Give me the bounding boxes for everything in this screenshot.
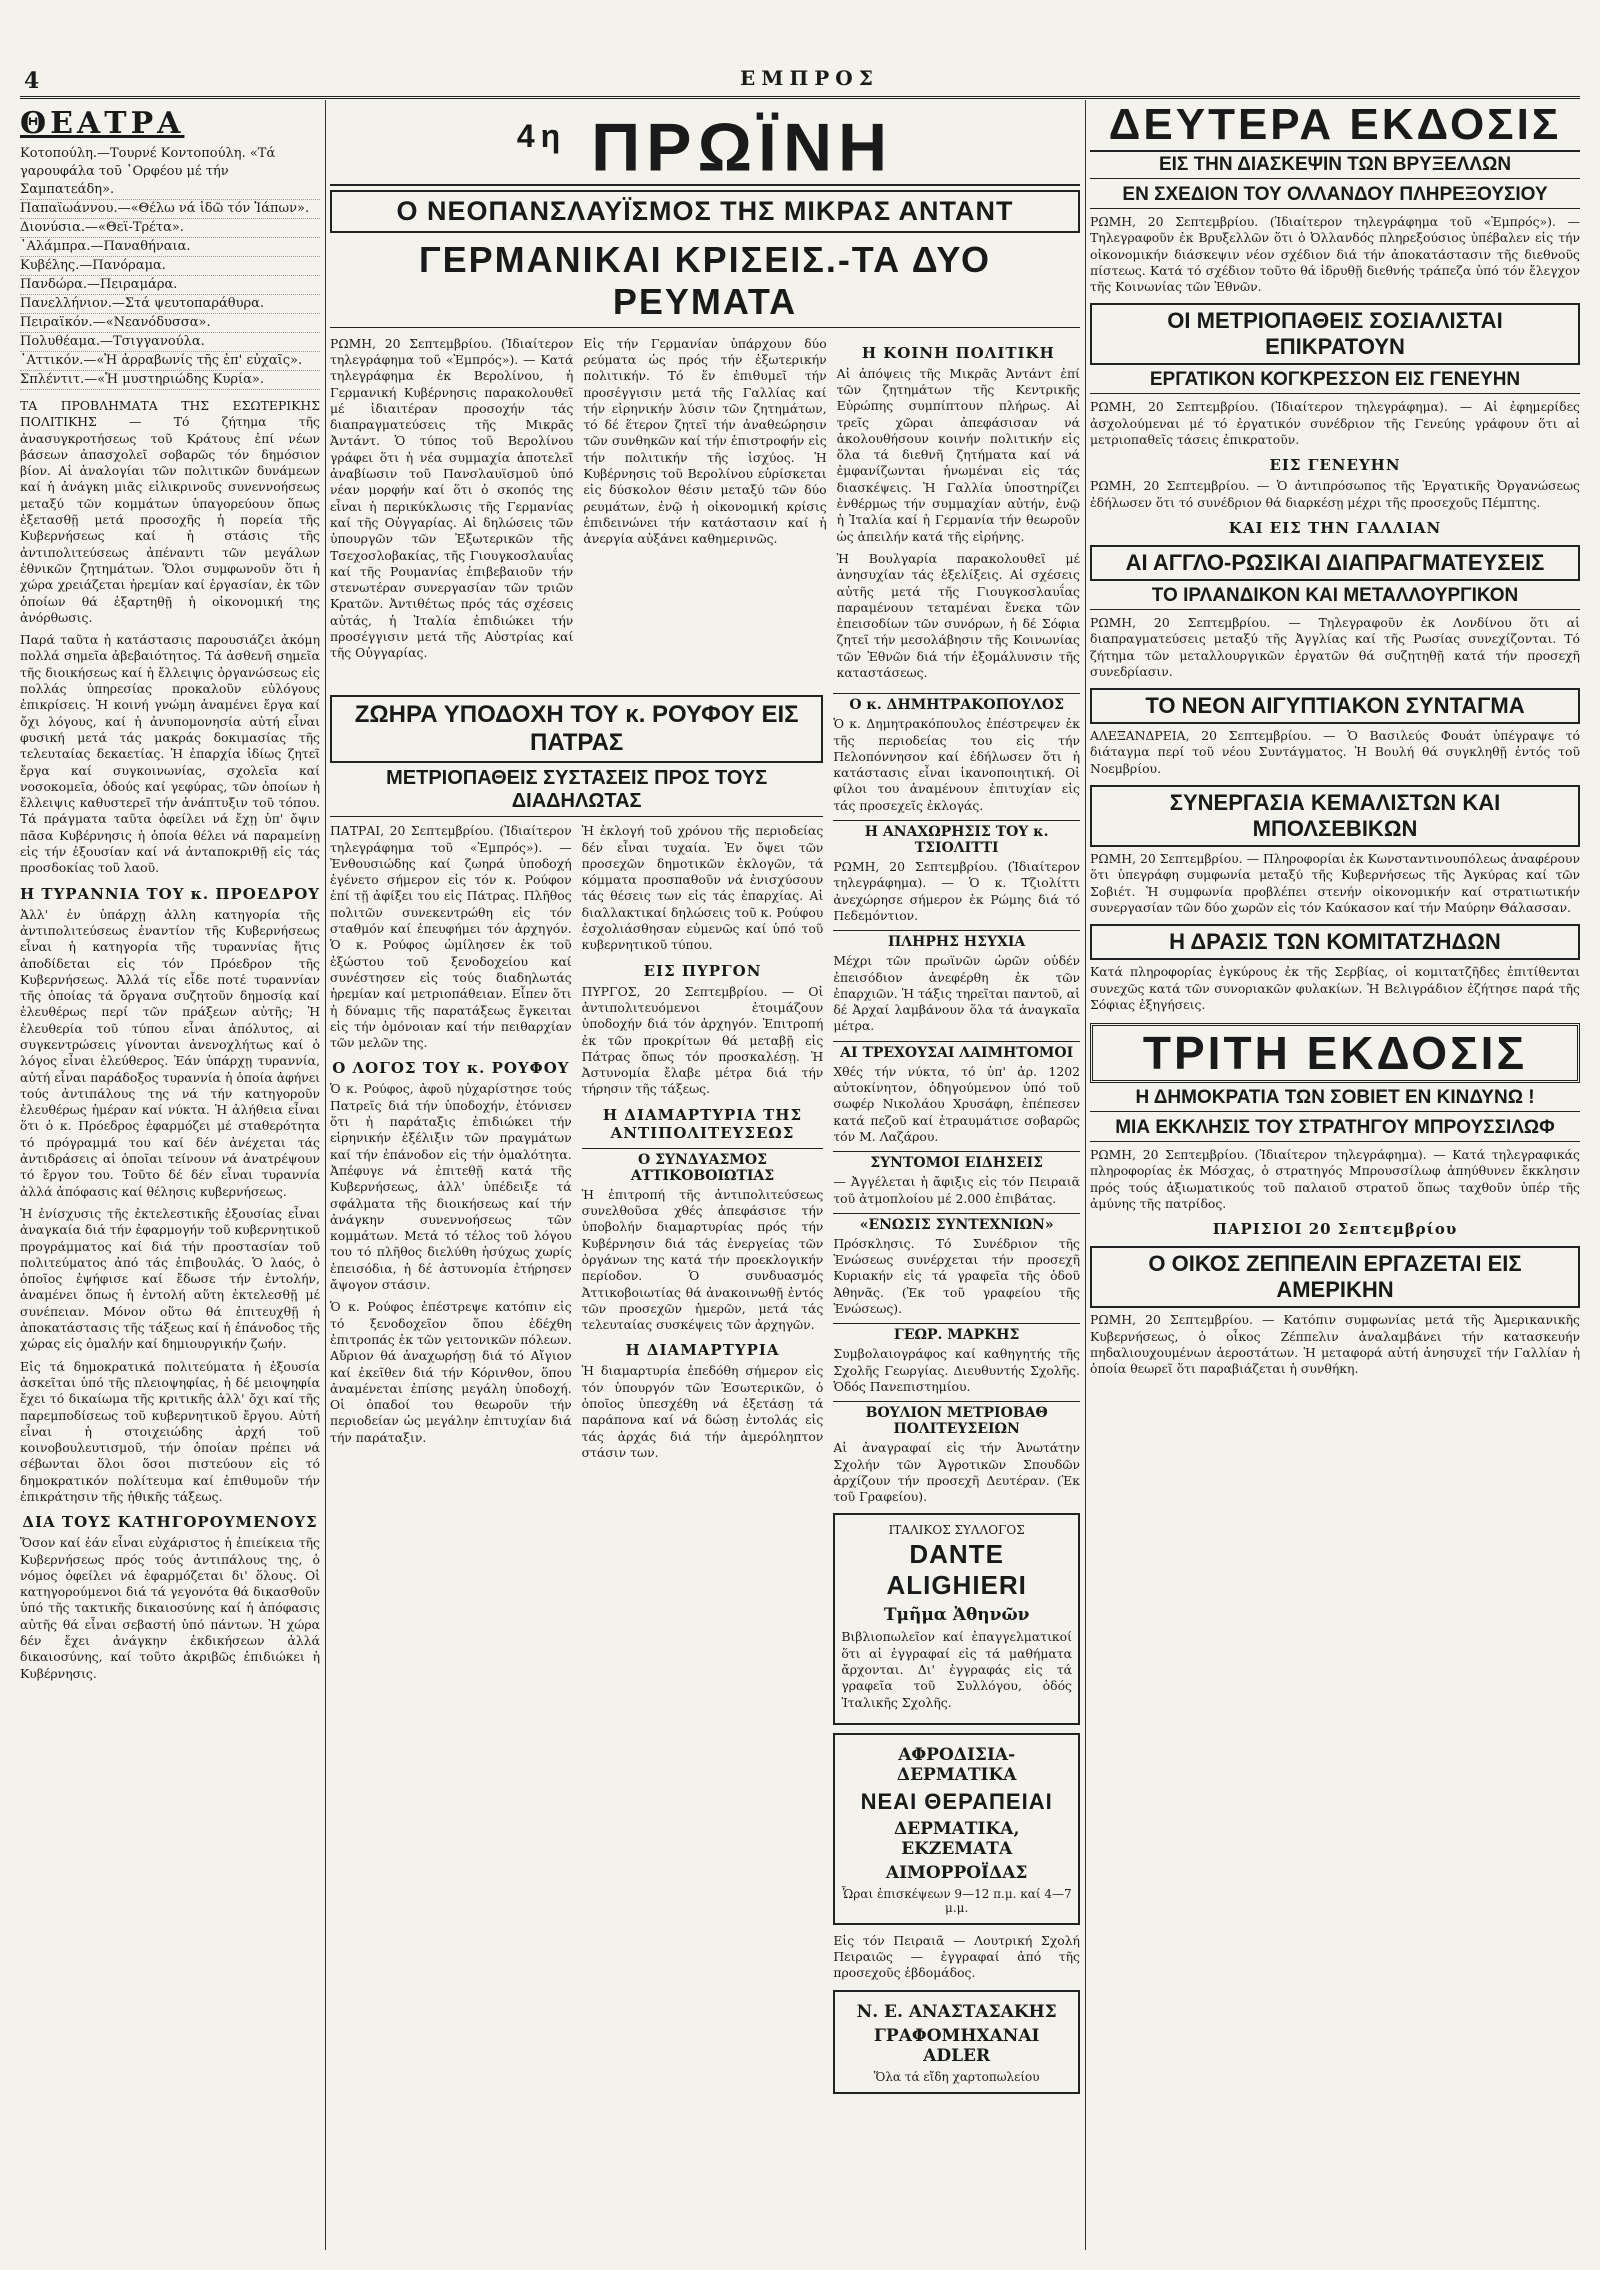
article-subhead: ΒΟΥΛΙΟΝ ΜΕΤΡΙΟΒΑΘ ΠΟΛΙΤΕΥΣΕΙΩΝ bbox=[833, 1401, 1080, 1437]
headline-rouf-sub: ΜΕΤΡΙΟΠΑΘΕΙΣ ΣΥΣΤΑΣΕΙΣ ΠΡΟΣ ΤΟΥΣ ΔΙΑΔΗΛΩΤΑΣ bbox=[330, 767, 823, 817]
article-paragraph: — Ἀγγέλεται ἡ ἄφιξις εἰς τόν Πειραιᾶ τοῦ ἀτμοπλοίου μέ 2.000 ἐπιβάτας. bbox=[833, 1174, 1080, 1206]
ad-dante bbox=[833, 1513, 1080, 1724]
left-column bbox=[20, 100, 320, 2250]
article-paragraph: Ἡ ἐπιτροπή τῆς ἀντιπολιτεύσεως συνελθοῦσα χθές ἀπεφάσισε τήν ὑποβολήν διαμαρτυρίας πρός τήν Κυβέρνησιν διά τάς ἐνεργείας τῶν ὀργάνων της κατά τήν προεκλογικήν περίοδον. Ὁ συνδυασμός Ἀττικοβοιωτίας θά ἀνακοινωθῇ ἐντός τῶν προσεχῶν ἡμερῶν, μετά τάς τελευταίας συσκέψεις τῶν ἀρχηγῶν. bbox=[581, 1186, 824, 1333]
ad-line: ΑΙΜΟΡΡΟΪΔΑΣ bbox=[885, 1862, 1028, 1883]
theatre-item: Παπαϊωάννου.—«Θέλω νά ἰδῶ τόν Ἰάπων». bbox=[20, 200, 320, 219]
headline: Η ΔΗΜΟΚΡΑΤΙΑ ΤΩΝ ΣΟΒΙΕΤ ΕΝ ΚΙΝΔΥΝΩ ! bbox=[1090, 1087, 1580, 1112]
article-subhead: Η ΚΟΙΝΗ ΠΟΛΙΤΙΚΗ bbox=[861, 343, 1055, 362]
article-subhead: Η ΤΥΡΑΝΝΙΑ ΤΟΥ κ. ΠΡΟΕΔΡΟΥ bbox=[20, 884, 320, 903]
article-subhead: ΕΙΣ ΓΕΝΕΥΗΝ bbox=[1269, 456, 1401, 475]
article-paragraph: ΡΩΜΗ, 20 Σεπτεμβρίου. (Ἰδιαίτερον τηλεγράφημα τοῦ «Ἐμπρός»). — Τηλεγραφοῦν ἐκ Βρυξελλῶν ὅτι ὁ Ὀλλανδός πληρεξούσιος ὑπέβαλεν εἰς τήν οἰκονομικήν διάσκεψιν νέον σχέδιον διά τήν ἀποκατάστασιν τῆς διεθνοῦς πίστεως. Κατά τό σχέδιον τοῦτο θά ἱδρυθῇ διεθνής τράπεζα ὑπό τόν ἔλεγχον τῆς Κοινωνίας τῶν Ἐθνῶν. bbox=[1090, 214, 1580, 295]
article-subhead: ΑΙ ΤΡΕΧΟΥΣΑΙ ΛΑΙΜΗΤΟΜΟΙ bbox=[833, 1041, 1080, 1061]
ad-line: Ὅλα τά εἴδη χαρτοπωλείου bbox=[873, 2069, 1040, 2084]
article-subhead: ΠΛΗΡΗΣ ΗΣΥΧΙΑ bbox=[833, 930, 1080, 950]
article-paragraph: ΡΩΜΗ, 20 Σεπτεμβρίου. (Ἰδιαίτερον τηλεγράφημα). — Κατά τηλεγραφικάς πληροφορίας ἐκ Μόσχας, ὁ στρατηγός Μπρουσσίλωφ ἀπηύθυνεν ἔκκλησιν πρός τούς ἀξιωματικούς τοῦ παλαιοῦ στρατοῦ ὅπως ταχθοῦν ὑπέρ τῆς ἀμύνης τῆς πατρίδος. bbox=[1090, 1147, 1580, 1212]
article-paragraph: Εἰς τόν Πειραιᾶ — Λουτρική Σχολή Πειραιῶς — ἐγγραφαί ἀπό τῆς προσεχοῦς ἑβδομάδος. bbox=[833, 1932, 1080, 1981]
center-column bbox=[330, 100, 1080, 2250]
headline: ΑΙ ΑΓΓΛΟ-ΡΩΣΙΚΑΙ ΔΙΑΠΡΑΓΜΑΤΕΥΣΕΙΣ bbox=[1090, 545, 1580, 581]
article-subhead: Η ΔΙΑΜΑΡΤΥΡΙΑ ΤΗΣ ΑΝΤΙΠΟΛΙΤΕΥΣΕΩΣ bbox=[602, 1105, 803, 1142]
theatre-item: Κοτοπούλη.—Τουρνέ Κοντοπούλη. «Τά γαρουφάλα τοῦ ᾿Ορφέου μέ τήν Σαμπατεάδη». bbox=[20, 145, 320, 200]
article-paragraph: ΡΩΜΗ, 20 Σεπτεμβρίου. — Τηλεγραφοῦν ἐκ Λονδίνου ὅτι αἱ διαπραγματεύσεις μεταξύ τῆς Ἀγγλίας καί τῆς Ρωσίας συνεχίζονται. Τό ζήτημα τῶν μεταλλουργικῶν ἐργατῶν θά συζητηθῇ κατά τήν προσεχῆ συνεδρίασιν. bbox=[1090, 614, 1580, 679]
article-paragraph: Εἰς τά δημοκρατικά πολιτεύματα ἡ ἐξουσία ἀσκεῖται ὑπό τῆς πλειοψηφίας, ἡ δέ μειοψηφία ἔχει τό δικαίωμα τῆς κριτικῆς ἀλλ' ὄχι καί τῆς παρεμποδίσεως τοῦ κυβερνητικοῦ ἔργου. Αὐτή εἶναι ἡ στοιχειώδης ἀρχή τοῦ κοινοβουλευτισμοῦ, τήν ὁποίαν πρέπει νά σέβωνται ὅλοι ὅσοι πιστεύουν εἰς τό δημοκρατικόν πολίτευμα καί ἐπιθυμοῦν τήν ἐπικράτησιν τῆς ἠθικῆς τάξεως. bbox=[20, 1358, 320, 1504]
ad-line: ΑΦΡΟΔΙΣΙΑ-ΔΕΡΜΑΤΙΚΑ bbox=[896, 1744, 1017, 1785]
article-paragraph: Ὁ κ. Ρούφος ἐπέστρεψε κατόπιν εἰς τό ξενοδοχεῖον ὅπου ἐδέχθη ἐπιτροπάς ἐκ τῶν γειτονικῶν πόλεων. Αὔριον θά ἀναχωρήσῃ διά τό Αἴγιον καί ἐκεῖθεν διά τήν Κόρινθον, ὅπου ἀναμένεται ἐπίσης μεγάλη ὑποδοχή. Οἱ ὀπαδοί του θεωροῦν τήν περιοδείαν ὡς μεγάλην ἐπιτυχίαν διά τήν παράταξιν. bbox=[330, 1299, 572, 1445]
theatre-item: Πανελλήνιον.—Στά ψευτοπαράθυρα. bbox=[20, 295, 320, 314]
article-paragraph: Εἰς τήν Γερμανίαν ὑπάρχουν δύο ρεύματα ὡς πρός τήν ἐξωτερικήν πολιτικήν. Τό ἕν ἐπιθυμεῖ τήν προσέγγισιν μετά τῆς Γαλλίας καί τήν εἰρηνικήν λύσιν τῶν ζητημάτων, τό δέ ἕτερον ζητεῖ τήν ἀναθεώρησιν τῶν συνθηκῶν καί τήν ἐπιστροφήν εἰς τήν πολιτικήν τῆς ἰσχύος. Ἡ Κυβέρνησις τοῦ Βερολίνου εὑρίσκεται εἰς δύσκολον θέσιν μεταξύ τῶν δύο ρευμάτων, ἐνῷ ἡ οἰκονομική κρίσις ἐπιδεινώνει τήν κατάστασιν καί ἡ ἀνεργία αὐξάνει καθημερινῶς. bbox=[583, 335, 827, 547]
ad-line: ΓΡΑΦΟΜΗΧΑΝΑΙ ADLER bbox=[873, 2025, 1040, 2066]
article-paragraph: ΡΩΜΗ, 20 Σεπτεμβρίου. (Ἰδιαίτερον τηλεγράφημα). — Ὁ κ. Τζιολίττι ἀνεχώρησε σήμερον ἐκ Ρώμης διά τό Πεδεμόντιον. bbox=[833, 859, 1080, 923]
article-paragraph: Μέχρι τῶν πρωϊνῶν ὡρῶν οὐδέν ἐπεισόδιον ἀνεφέρθη ἐκ τῶν ἐπαρχιῶν. Ἡ τάξις τηρεῖται παντοῦ, αἱ δέ Ἀρχαί λαμβάνουν ὅλα τά ἀναγκαῖα μέτρα. bbox=[833, 953, 1080, 1034]
article-subhead: Ο ΣΥΝΔΥΑΣΜΟΣ ΑΤΤΙΚΟΒΟΙΩΤΙΑΣ bbox=[582, 1148, 824, 1184]
article-paragraph: ΠΑΤΡΑΙ, 20 Σεπτεμβρίου. (Ἰδιαίτερον τηλεγράφημα τοῦ «Ἐμπρός»). — Ἐνθουσιώδης καί ζωηρά ὑποδοχή ἐγένετο σήμερον εἰς τόν κ. Ρούφον ἐπί τῇ ἀφίξει του εἰς Πάτρας. Πλῆθος πολιτῶν συνεκεντρώθη εἰς τόν σταθμόν καί ἐπευφήμει τόν ἀρχηγόν. Ὁ κ. Ρούφος ὡμίλησεν ἐκ τοῦ ἐξώστου τοῦ ξενοδοχείου καί συνέστησεν εἰς τούς διαδηλωτάς ἡρεμίαν καί μετριοπάθειαν. Εἶπεν ὅτι ἡ δύναμις τῆς παρατάξεως ἔγκειται εἰς τήν ὁμόνοιαν καί τήν πειθαρχίαν τῶν μελῶν της. bbox=[330, 823, 572, 1051]
article-paragraph: Ἡ ἐνίσχυσις τῆς ἐκτελεστικῆς ἐξουσίας εἶναι ἀναγκαία διά τήν ἐφαρμογήν τοῦ κυβερνητικοῦ προγράμματος καί διά τήν προστασίαν τοῦ πολιτεύματος ἀπό τάς ἐπιβουλάς. Ὁ λαός, ὁ ὁποῖος ἐψήφισε καί ἔδωσε τήν ἐντολήν, ἀναμένει ὅπως ἡ ἐντολή αὕτη ἐκτελεσθῇ μέ συνέπειαν. Μόνον οὕτω θά ἐπιτευχθῇ ἡ ἀποκατάστασις τῆς τάξεως καί ἡ ἐπάνοδος τῆς χώρας εἰς ὁμαλήν καί δημιουργικήν ζωήν. bbox=[20, 1205, 320, 1352]
article-columns bbox=[330, 336, 1080, 688]
article-paragraph: ΑΛΕΞΑΝΔΡΕΙΑ, 20 Σεπτεμβρίου. — Ὁ Βασιλεύς Φουάτ ὑπέγραψε τό διάταγμα περί τοῦ νέου Συντάγματος. Ἡ Βουλή θά συγκληθῇ ἐντός τοῦ Νοεμβρίου. bbox=[1090, 728, 1580, 776]
headline-boxed: Ο ΝΕΟΠΑΝΣΛΑΥΪΣΜΟΣ ΤΗΣ ΜΙΚΡΑΣ ΑΝΤΑΝΤ bbox=[330, 190, 1080, 233]
article-subhead: Ο κ. ΔΗΜΗΤΡΑΚΟΠΟΥΛΟΣ bbox=[833, 693, 1080, 713]
headline: ΜΙΑ ΕΚΚΛΗΣΙΣ ΤΟΥ ΣΤΡΑΤΗΓΟΥ ΜΠΡΟΥΣΣΙΛΩΦ bbox=[1090, 1117, 1580, 1142]
headline: ΕΙΣ ΤΗΝ ΔΙΑΣΚΕΨΙΝ ΤΩΝ ΒΡΥΞΕΛΛΩΝ bbox=[1090, 154, 1580, 179]
article-subhead: «ΕΝΩΣΙΣ ΣΥΝΤΕΧΝΙΩΝ» bbox=[833, 1213, 1080, 1233]
theatre-item: Πανδώρα.—Πειραμάρα. bbox=[20, 276, 320, 295]
ad-title: DANTE ALIGHIERI bbox=[886, 1539, 1027, 1601]
article-subhead: ΠΑΡΙΣΙΟΙ 20 Σεπτεμβρίου bbox=[1212, 1220, 1458, 1239]
article-subhead: Η ΔΙΑΜΑΡΤΥΡΙΑ bbox=[625, 1341, 780, 1360]
article-paragraph: Χθές τήν νύκτα, τό ὑπ' ἀρ. 1202 αὐτοκίνητον, ὁδηγούμενον ὑπό τοῦ σωφέρ Νικολάου Χρυσάφη, ἐπέπεσεν κατά πεζοῦ καί ἐτραυμάτισε σοβαρῶς τόν Μ. Λαζάρου. bbox=[833, 1063, 1080, 1144]
article-paragraph: Συμβολαιογράφος καί καθηγητής τῆς Σχολῆς Γεωργίας. Διευθυντής Σχολῆς. Ὁδός Πανεπιστημίου. bbox=[833, 1346, 1080, 1394]
headline: ΕΡΓΑΤΙΚΟΝ ΚΟΓΚΡΕΣΣΟΝ ΕΙΣ ΓΕΝΕΥΗΝ bbox=[1090, 369, 1580, 394]
article-paragraph: ΠΥΡΓΟΣ, 20 Σεπτεμβρίου. — Οἱ ἀντιπολιτευόμενοι ἐτοιμάζουν ὑποδοχήν διά τόν ἀρχηγόν. Ἐπιτροπή ἐκ τῶν προκρίτων θά μεταβῇ εἰς Πάτρας ὅπως τόν προσκαλέσῃ. Ἡ Ἀστυνομία ἔλαβε μέτρα διά τήν τήρησιν τῆς τάξεως. bbox=[581, 983, 824, 1097]
article-paragraph: ΤΑ ΠΡΟΒΛΗΜΑΤΑ ΤΗΣ ΕΣΩΤΕΡΙΚΗΣ ΠΟΛΙΤΙΚΗΣ — Τό ζήτημα τῆς ἀνασυγκροτήσεως τοῦ Κράτους ἐπί νέων βάσεων ἀπασχολεῖ σοβαρῶς τόν δημόσιον βίον. Αἱ ἀναλογίαι τῶν πολιτικῶν δυνάμεων καί ἡ ἀνάγκη μιᾶς εἰλικρινοῦς συνεννοήσεως μεταξύ τῶν κομμάτων ὑπαγορεύουν ὅπως ἐξετασθῇ μετά προσοχῆς ἡ πορεία τῆς Κυβερνήσεως καί ἡ στάσις τῆς ἀντιπολιτεύσεως ἀπέναντι τῶν μεγάλων ἐθνικῶν ζητημάτων. Ὅλοι συμφωνοῦν ὅτι ἡ χώρα χρειάζεται ἠρεμίαν καί ἐργασίαν, ἐκ τῶν ὁποίων θά ἐξαρτηθῇ ἡ οἰκονομική της ἀνόρθωσις. bbox=[20, 398, 320, 625]
right-column bbox=[1090, 100, 1580, 2250]
article-paragraph: Ὁ κ. Δημητρακόπουλος ἐπέστρεψεν ἐκ τῆς περιοδείας του εἰς τήν Πελοπόννησον καί ἐδήλωσεν ὅτι ἡ κατάστασις εἶναι ἱκανοποιητική. Οἱ φίλοι του ἀναμένουν ἐπιτυχίαν εἰς τάς προσεχεῖς ἐκλογάς. bbox=[833, 716, 1080, 813]
rouf-columns bbox=[330, 823, 823, 1467]
ad-line: Ὧραι ἐπισκέψεων 9—12 π.μ. καί 4—7 μ.μ. bbox=[841, 1886, 1072, 1915]
ad-title: ΝΕΑΙ ΘΕΡΑΠΕΙΑΙ bbox=[860, 1788, 1053, 1814]
theatre-item: Σπλέντιτ.—«Ἡ μυστηριώδης Κυρία». bbox=[20, 371, 320, 390]
article-paragraph: Ὅσον καί ἐάν εἶναι εὐχάριστος ἡ ἐπιείκεια τῆς Κυβερνήσεως πρός τούς ἀντιπάλους της, ὁ νόμος ὀφείλει νά ἐφαρμόζεται δι' ὅλους. Οἱ κατηγορούμενοι διά τά γεγονότα θά δικασθοῦν ὑπό τῆς τακτικῆς δικαιοσύνης καί ἡ ἀπόφασις αὐτῆς θά εἶναι σεβαστή ὑπό πάντων. Ἡ χώρα δέν ἔχει ἀνάγκην ἐκδικήσεων ἀλλά δικαιοσύνης, καί τοῦτο ἀκριβῶς ἐπιδιώκει ἡ Κυβέρνησις. bbox=[20, 1535, 320, 1681]
article-paragraph: ΡΩΜΗ, 20 Σεπτεμβρίου. — Κατόπιν συμφωνίας μετά τῆς Ἀμερικανικῆς Κυβερνήσεως, ὁ οἶκος Ζέππελιν ἀναλαμβάνει τήν κατασκευήν πηδαλιουχουμένων ἀεροστάτων. Ἡ μεταφορά αὐτή ἀνησυχεῖ τήν Γαλλίαν ἡ ὁποία θεωρεῖ ὅτι παραβιάζεται ἡ συνθήκη. bbox=[1090, 1312, 1580, 1377]
paper-name: ΕΜΠΡΟΣ bbox=[740, 66, 879, 90]
headline: ΣΥΝΕΡΓΑΣΙΑ ΚΕΜΑΛΙΣΤΩΝ ΚΑΙ ΜΠΟΛΣΕΒΙΚΩΝ bbox=[1090, 785, 1580, 847]
edition-title: ΠΡΩΪΝΗ bbox=[591, 109, 894, 186]
article-paragraph: Αἱ ἀναγραφαί εἰς τήν Ἀνωτάτην Σχολήν τῶν Ἀγροτικῶν Σπουδῶν ἀρχίζουν τήν προσεχῆ Δευτέραν. (Ἐκ τοῦ Γραφείου). bbox=[833, 1440, 1080, 1505]
article-paragraph: Αἱ ἀπόψεις τῆς Μικρᾶς Ἀντάντ ἐπί τῶν ζητημάτων τῆς Κεντρικῆς Εὐρώπης συμπίπτουν πλήρως. Αἱ τρεῖς χῶραι ἀπεφάσισαν νά ἀκολουθήσουν κοινήν πολιτικήν εἰς ὅλα τά διεθνῆ ζητήματα καί νά ἐμφανίζωνται ἡνωμέναι εἰς τάς διασκέψεις. Ἡ Γαλλία ὑποστηρίζει ἐνθέρμως τήν συμμαχίαν αὐτήν, ἐνῷ ἡ Ἰταλία καί ἡ Γερμανία τήν θεωροῦν ὡς ἀπειλήν κατά τῆς εἰρήνης. bbox=[836, 365, 1080, 544]
edition-banner bbox=[330, 100, 1080, 186]
lower-columns bbox=[330, 687, 1080, 2101]
theatres-heading: ΘΕΑΤΡΑ bbox=[20, 106, 185, 141]
headline: ΟΙ ΜΕΤΡΙΟΠΑΘΕΙΣ ΣΟΣΙΑΛΙΣΤΑΙ ΕΠΙΚΡΑΤΟΥΝ bbox=[1090, 303, 1580, 365]
edition-number: 4η bbox=[516, 118, 567, 154]
article-paragraph: Ἡ διαμαρτυρία ἐπεδόθη σήμερον εἰς τόν ὑπουργόν τῶν Ἐσωτερικῶν, ὁ ὁποῖος ὑπεσχέθη νά ἐξετάσῃ τά παράπονα καί νά δώσῃ ἐντολάς εἰς τάς ἀρχάς διά τήν ἀμερόληπτον στάσιν των. bbox=[581, 1363, 824, 1460]
ad-text: Βιβλιοπωλεῖον καί ἐπαγγελματικοί ὅτι αἱ ἐγγραφαί εἰς τά μαθήματα ἄρχονται. Δι' ἐγγραφάς εἰς τά γραφεῖα τοῦ Συλλόγου, ὁδός Ἰταλικῆς Σχολῆς. bbox=[841, 1629, 1072, 1710]
article-paragraph: Ἡ ἐκλογή τοῦ χρόνου τῆς περιοδείας δέν εἶναι τυχαία. Ἐν ὄψει τῶν προσεχῶν δημοτικῶν ἐκλογῶν, τά κόμματα προσπαθοῦν νά ἐνισχύσουν τάς θέσεις των εἰς τάς ἐπαρχίας. Αἱ διαλλακτικαί δηλώσεις τοῦ κ. Ρούφου ἐσχολιάσθησαν εὐμενῶς καί ὑπό τοῦ κυβερνητικοῦ τύπου. bbox=[581, 823, 824, 953]
page-number: 4 bbox=[24, 68, 40, 94]
headline-rouf: ΖΩΗΡΑ ΥΠΟΔΟΧΗ ΤΟΥ κ. ΡΟΥΦΟΥ ΕΙΣ ΠΑΤΡΑΣ bbox=[330, 695, 823, 763]
article-paragraph: Ὁ κ. Ρούφος, ἀφοῦ ηὐχαρίστησε τούς Πατρεῖς διά τήν ὑποδοχήν, ἐτόνισεν ὅτι ἡ παράταξις ἐπιδιώκει τήν εἰρηνικήν ἐξέλιξιν τῶν πραγμάτων καί τήν ἐπάνοδον εἰς τήν ὁμαλότητα. Ἀπέφυγε νά ἐπιτεθῇ κατά τῆς Κυβερνήσεως, ἀλλ' ὑπέδειξε τά σφάλματα τῆς διοικήσεως καί τήν ἀνάγκην συνεννοήσεως τῶν κομμάτων. Μετά τό τέλος τοῦ λόγου του τό πλῆθος διελύθη ἡσύχως χωρίς ἐπεισόδια, ἡ δέ ἀστυνομία ἐτήρησεν ἄψογον στάσιν. bbox=[330, 1081, 572, 1293]
headline: Ο ΟΙΚΟΣ ΖΕΠΠΕΛΙΝ ΕΡΓΑΖΕΤΑΙ ΕΙΣ ΑΜΕΡΙΚΗΝ bbox=[1090, 1246, 1580, 1308]
ad-line: Τμῆμα Ἀθηνῶν bbox=[883, 1605, 1030, 1626]
ad-line: Ν. Ε. ΑΝΑΣΤΑΣΑΚΗΣ bbox=[856, 2001, 1057, 2022]
article-paragraph: Κατά πληροφορίας ἐγκύρους ἐκ τῆς Σερβίας, οἱ κομιτατζῆδες ἐπιτίθενται συνεχῶς κατά τῶν συνοριακῶν φυλακίων. Ἡ Βελιγράδιον ἐζήτησε παρά τῆς Σόφιας ἐξηγήσεις. bbox=[1090, 964, 1580, 1012]
ad-line: ΔΕΡΜΑΤΙΚΑ, ΕΚΖΕΜΑΤΑ bbox=[893, 1818, 1020, 1859]
headline: ΤΟ ΝΕΟΝ ΑΙΓΥΠΤΙΑΚΟΝ ΣΥΝΤΑΓΜΑ bbox=[1090, 688, 1580, 724]
theatres-list bbox=[20, 145, 320, 390]
headline: Η ΔΡΑΣΙΣ ΤΩΝ ΚΟΜΙΤΑΤΖΗΔΩΝ bbox=[1090, 924, 1580, 960]
theatre-item: Διονύσια.—«Θεϊ-Τρέτα». bbox=[20, 219, 320, 238]
third-edition-banner: ΤΡΙΤΗ ΕΚΔΟΣΙΣ bbox=[1090, 1023, 1580, 1083]
article-paragraph: ΡΩΜΗ, 20 Σεπτεμβρίου. (Ἰδιαίτερον τηλεγράφημα). — Αἱ ἐφημερίδες ἀσχολούμεναι μέ τό ἐργατικόν συνέδριον τῆς Γενεύης γράφουν ὅτι αἱ μετριοπαθεῖς τάσεις ἐπικρατοῦν. bbox=[1090, 399, 1580, 448]
article-subhead: Η ΑΝΑΧΩΡΗΣΙΣ ΤΟΥ κ. ΤΣΙΟΛΙΤΤΙ bbox=[833, 820, 1080, 856]
article-subhead: ΔΙΑ ΤΟΥΣ ΚΑΤΗΓΟΡΟΥΜΕΝΟΥΣ bbox=[22, 1513, 318, 1532]
article-subhead: ΣΥΝΤΟΜΟΙ ΕΙΔΗΣΕΙΣ bbox=[833, 1151, 1080, 1171]
article-subhead: ΚΑΙ ΕΙΣ ΤΗΝ ΓΑΛΛΙΑΝ bbox=[1228, 518, 1442, 537]
column-rule bbox=[1085, 100, 1086, 2250]
article-paragraph: Παρά ταῦτα ἡ κατάστασις παρουσιάζει ἀκόμη πολλά σημεῖα ἀβεβαιότητος. Τά ἀσθενῆ σημεῖα τῆς διοικήσεως καί ἡ ἔλλειψις ὀργανώσεως εἰς πολλάς ὑπηρεσίας προκαλοῦν εὐλόγους ἐπικρίσεις. Ἡ κοινή γνώμη ἀναμένει ἔργα καί ὄχι λόγους, καί ἡ ἀνυπομονησία αὐτή εἶναι φυσική μετά τάς μακράς δοκιμασίας τῆς τελευταίας δεκαετίας. Ἡ ἐπαρχία ἰδίως ζητεῖ ἔργα καί συγκοινωνίας, σχολεῖα καί νοσοκομεῖα, ὁδούς καί γεφύρας, τῶν ὁποίων ἡ ἔλλειψις καθυστερεῖ τήν ἀνάπτυξιν τοῦ τόπου. Τά πράγματα ταῦτα ὀφείλει νά ἔχῃ ὑπ' ὄψιν πᾶσα Κυβέρνησις ἡ ὁποία θέλει νά παραμείνῃ εἰς τήν ἐξουσίαν καί νά ἀνταποκριθῇ εἰς τάς προσδοκίας τοῦ λαοῦ. bbox=[20, 632, 320, 876]
ad-anastasakis bbox=[833, 1990, 1080, 2094]
theatre-item: ᾿Αττικόν.—«Ἡ ἀρραβωνίς τῆς ἐπ' εὐχαῖς». bbox=[20, 352, 320, 371]
article-paragraph: Πρόσκλησις. Τό Συνέδριον τῆς Ἑνώσεως συνέρχεται τήν προσεχῆ Κυριακήν εἰς τά γραφεῖα τῆς ὁδοῦ Ἀθηνᾶς. (Ἐκ τοῦ γραφείου τῆς Ἑνώσεως). bbox=[833, 1235, 1080, 1317]
article-paragraph: Ἡ Βουλγαρία παρακολουθεῖ μέ ἀνησυχίαν τάς ἐξελίξεις. Αἱ σχέσεις αὐτῆς μετά τῆς Γιουγκοσλαυΐας παραμένουν τεταμέναι ἕνεκα τῶν ἐπεισοδίων τῶν συνόρων, ἡ δέ Σόφια ζητεῖ τήν μεσολάβησιν τῆς Κοινωνίας τῶν Ἐθνῶν διά τήν ἐξομάλυνσιν τῆς καταστάσεως. bbox=[836, 550, 1080, 680]
article-paragraph: ΡΩΜΗ, 20 Σεπτεμβρίου. (Ἰδιαίτερον τηλεγράφημα τοῦ «Ἐμπρός»). — Κατά τηλεγράφημα ἐκ Βερολίνου, ἡ Γερμανική Κυβέρνησις παρακολουθεῖ μέ ἰδιαιτέραν προσοχήν τάς διαπραγματεύσεις τῆς Μικρᾶς Ἀντάντ. Ὁ τύπος τοῦ Βερολίνου γράφει ὅτι ἡ νέα συμμαχία ἀποτελεῖ ἀναβίωσιν τοῦ Πανσλαυϊσμοῦ ὑπό νέαν μορφήν καί ὅτι ὁ σκοπός της εἶναι ἡ περικύκλωσις τῆς Γερμανίας καί τῆς Οὐγγαρίας. Αἱ δηλώσεις τῶν ὑπουργῶν τῶν Ἐξωτερικῶν τῆς Τσεχοσλοβακίας, τῆς Γιουγκοσλαυΐας καί τῆς Ρουμανίας ἐπιβεβαιοῦν τήν στενωτέραν συνεργασίαν τῶν τριῶν Κρατῶν. Ἀντιθέτως πρός τάς σχέσεις αὐτάς, ἡ Ἰταλία ἐπιδιώκει τήν προσέγγισιν μετά τῆς Αὐστρίας καί τῆς Οὐγγαρίας. bbox=[330, 335, 574, 661]
article-subhead: ΕΙΣ ΠΥΡΓΟΝ bbox=[643, 961, 762, 980]
theatre-item: ᾿Αλάμπρα.—Παναθήναια. bbox=[20, 238, 320, 257]
article-paragraph: ΡΩΜΗ, 20 Σεπτεμβρίου. — Πληροφορίαι ἐκ Κωνσταντινουπόλεως ἀναφέρουν ὅτι ὑπεγράφη συμφωνία μεταξύ τῆς Κυβερνήσεως τῆς Ἀγκύρας καί τῶν Σοβιέτ. Ἡ συμφωνία προβλέπει στενήν οἰκονομικήν καί στρατιωτικήν συνεργασίαν τῶν δύο χωρῶν εἰς τόν Καύκασον καί τήν Μαύρην Θάλασσαν. bbox=[1090, 851, 1580, 915]
ad-aphrodisia bbox=[833, 1733, 1080, 1925]
theatre-item: Πολυθέαμα.—Τσιγγανούλα. bbox=[20, 333, 320, 352]
article-subhead: ΓΕΩΡ. ΜΑΡΚΗΣ bbox=[833, 1323, 1080, 1343]
article-subhead: Ο ΛΟΓΟΣ ΤΟΥ κ. ΡΟΥΦΟΥ bbox=[332, 1059, 570, 1078]
second-edition-banner: ΔΕΥΤΕΡΑ ΕΚΔΟΣΙΣ bbox=[1090, 100, 1580, 152]
article-paragraph: Ἀλλ' ἐν ὑπάρχῃ ἀλλη κατηγορία τῆς ἀντιπολιτεύσεως ἐναντίον τῆς Κυβερνήσεως εἶναι ἡ κατηγορία τῆς τυραννίας ἥτις ἀποδίδεται εἰς τόν Πρόεδρον τῆς Κυβερνήσεως. Ἀλλά τίς εἶδε ποτέ τυραννίαν τῆς ὁποίας τά ὄργανα συζητοῦν δημοσίᾳ καί ἐλευθέρως περί τῶν πράξεων αὐτῆς; Ἡ ἐλευθερία τοῦ τύπου εἶναι ἀπόλυτος, αἱ συγκεντρώσεις γίνονται ἀνενοχλήτως καί ὁ λόγος εἶναι ἐλεύθερος. Ἐάν ὑπάρχῃ τυραννία, αὐτή εἶναι παράδοξος τυραννία ἡ ὁποία ἀφήνει τούς ἀντιπάλους της νά τήν κατηγοροῦν ἐλευθέρως ἡμέραν καί νύκτα. Ἡ ἀλήθεια εἶναι ὅτι ὁ κ. Πρόεδρος ἐφαρμόζει μέ σταθερότητα τό πρόγραμμά του καί δέν ἀνέχεται τάς ἀντιδράσεις αἱ ὁποῖαι τείνουν νά ἀνατρέψουν τό ἔργον του. Τοῦτο δέ δέν εἶναι τυραννία ἀλλά ἀπόφασις καί θέλησις κυβερνήσεως. bbox=[20, 906, 320, 1199]
article-paragraph: ΡΩΜΗ, 20 Σεπτεμβρίου. — Ὁ ἀντιπρόσωπος τῆς Ἐργατικῆς Ὀργανώσεως ἐδήλωσεν ὅτι τό συνέδριον θά διαρκέσῃ μέχρι τῆς προσεχοῦς Πέμπτης. bbox=[1090, 478, 1580, 510]
masthead bbox=[20, 66, 1580, 99]
headline-main: ΓΕΡΜΑΝΙΚΑΙ ΚΡΙΣΕΙΣ.-ΤΑ ΔΥΟ ΡΕΥΜΑΤΑ bbox=[330, 239, 1080, 328]
headline: ΕΝ ΣΧΕΔΙΟΝ ΤΟΥ ΟΛΛΑΝΔΟΥ ΠΛΗΡΕΞΟΥΣΙΟΥ bbox=[1090, 184, 1580, 209]
headline: ΤΟ ΙΡΛΑΝΔΙΚΟΝ ΚΑΙ ΜΕΤΑΛΛΟΥΡΓΙΚΟΝ bbox=[1090, 585, 1580, 610]
column-rule bbox=[325, 100, 326, 2250]
theatre-item: Κυβέλης.—Πανόραμα. bbox=[20, 257, 320, 276]
theatre-item: Πειραϊκόν.—«Νεανόδυσσα». bbox=[20, 314, 320, 333]
ad-line: ΙΤΑΛΙΚΟΣ ΣΥΛΛΟΓΟΣ bbox=[888, 1523, 1025, 1538]
